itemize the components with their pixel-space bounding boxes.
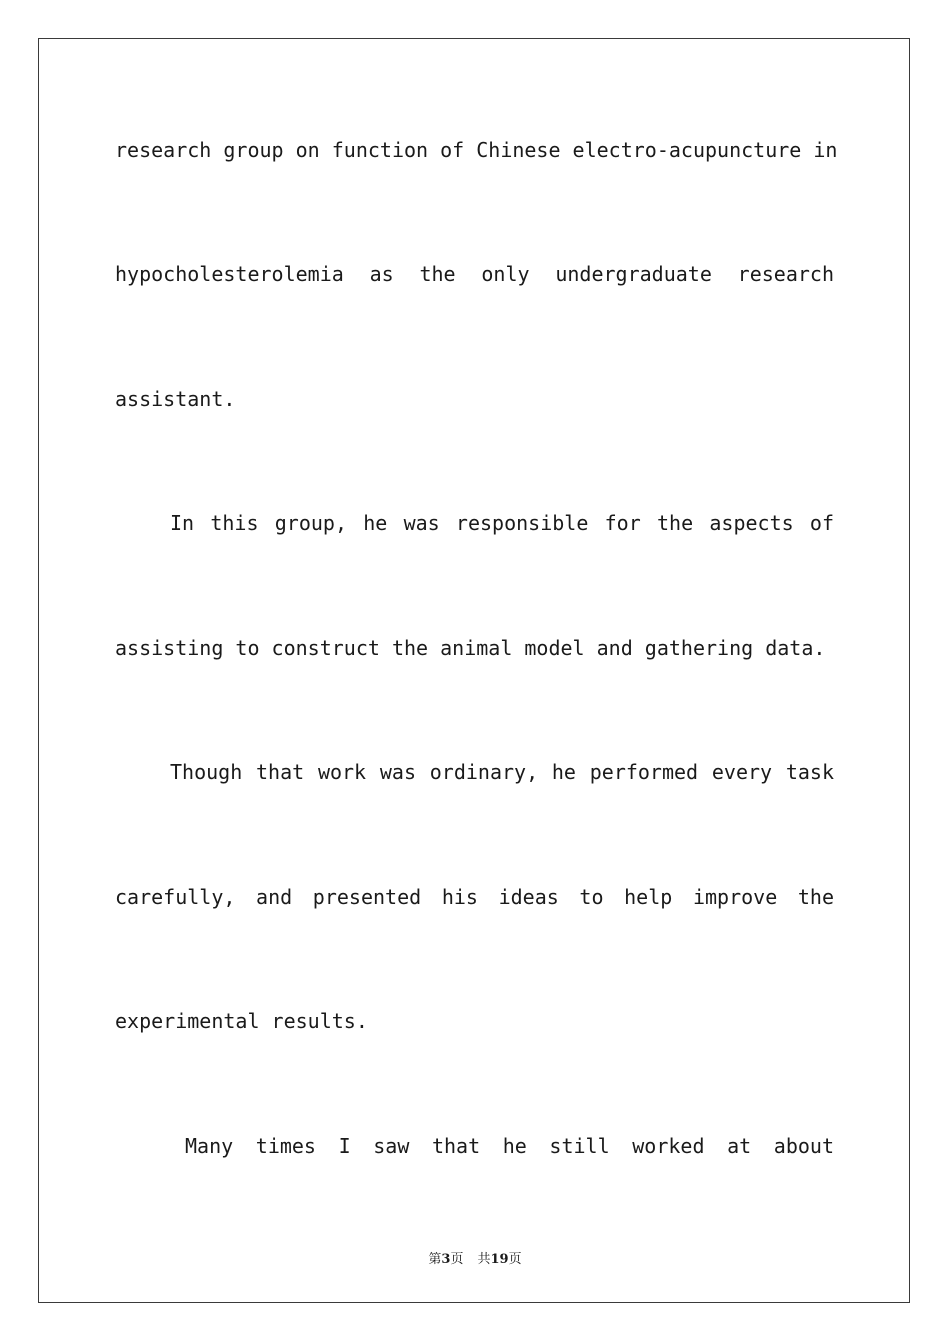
body-text-line: experimental results.	[115, 1009, 368, 1033]
footer-total-suffix: 页	[508, 1252, 522, 1267]
body-text-line: Though that work was ordinary, he performed every task	[170, 760, 834, 784]
body-text-line: assisting to construct the animal model and gathering data.	[115, 636, 826, 660]
body-text-line: research group on function of Chinese electro-acupuncture in	[115, 138, 838, 162]
footer-total-pages: 19	[490, 1252, 509, 1267]
page-footer	[0, 1248, 950, 1267]
footer-total-prefix: 共	[477, 1252, 491, 1267]
body-text-line: carefully, and presented his ideas to help improve the	[115, 885, 834, 909]
body-text-line: assistant.	[115, 387, 236, 411]
body-text-line: In this group, he was responsible for the aspects of	[170, 511, 834, 535]
footer-page-prefix: 第	[428, 1252, 442, 1267]
footer-page-suffix: 页	[450, 1252, 464, 1267]
body-text-line: Many times I saw that he still worked at about	[185, 1134, 834, 1158]
page-border	[38, 38, 910, 1303]
footer-page-number: 3	[441, 1252, 451, 1267]
body-text-line: hypocholesterolemia as the only undergraduate research	[115, 262, 834, 286]
